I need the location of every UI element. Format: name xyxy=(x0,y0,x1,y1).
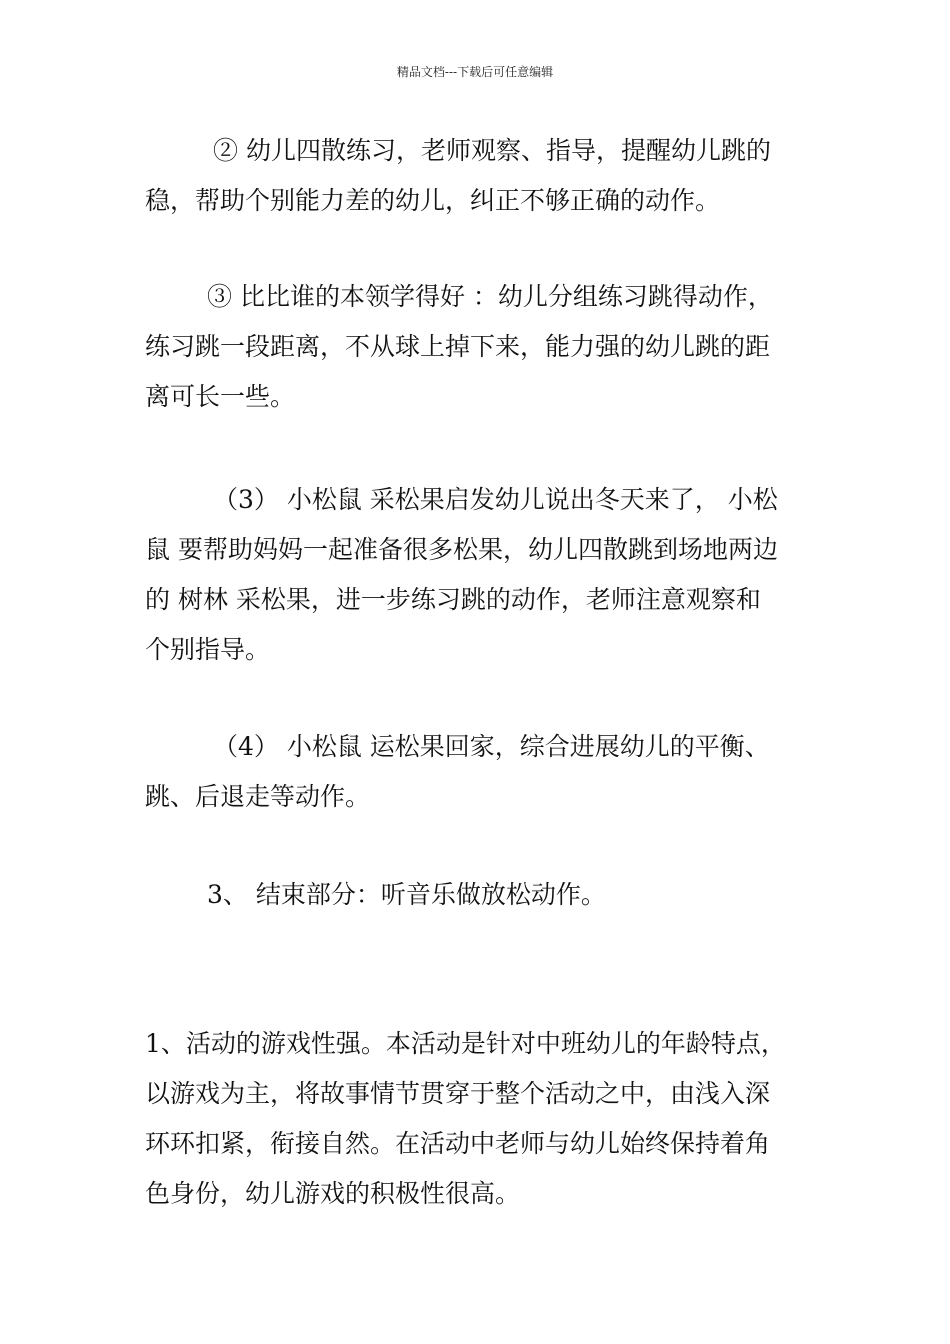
paragraph-line: （4） 小松鼠 运松果回家，综合进展幼儿的平衡、 xyxy=(213,732,770,761)
paragraph-line: 3、 结束部分：听音乐做放松动作。 xyxy=(207,880,606,909)
paragraph-carry-pinecones xyxy=(145,722,810,822)
paragraph-line: 跳、后退走等动作。 xyxy=(145,782,371,811)
paragraph-line: 色身份，幼儿游戏的积极性很高。 xyxy=(145,1179,521,1208)
paragraph-line: ③ 比比谁的本领学得好 ：幼儿分组练习跳得动作， xyxy=(207,282,773,311)
paragraph-line: 稳，帮助个别能力差的幼儿，纠正不够正确的动作。 xyxy=(145,186,721,215)
paragraph-reflection xyxy=(145,1019,810,1219)
paragraph-line: 练习跳一段距离，不从球上掉下来，能力强的幼儿跳的距 xyxy=(145,332,771,361)
paragraph-ending xyxy=(145,870,810,920)
paragraph-line: 鼠 要帮助妈妈一起准备很多松果，幼儿四散跳到场地两边 xyxy=(145,535,778,564)
paragraph-compete xyxy=(145,272,810,422)
paragraph-line: 以游戏为主，将故事情节贯穿于整个活动之中，由浅入深 xyxy=(145,1079,771,1108)
paragraph-line: （3） 小松鼠 采松果启发幼儿说出冬天来了， 小松 xyxy=(213,485,778,514)
paragraph-line: ② 幼儿四散练习，老师观察、指导，提醒幼儿跳的 xyxy=(213,136,771,165)
paragraph-line: 环环扣紧，衔接自然。在活动中老师与幼儿始终保持着角 xyxy=(145,1129,771,1158)
paragraph-line: 的 树林 采松果，进一步练习跳的动作，老师注意观察和 xyxy=(145,585,761,614)
page-header: 精品文档---下载后可任意编辑 xyxy=(396,65,554,79)
paragraph-line: 1、活动的游戏性强。本活动是针对中班幼儿的年龄特点， xyxy=(145,1029,786,1058)
paragraph-pick-pinecones xyxy=(145,475,810,675)
paragraph-line: 个别指导。 xyxy=(145,635,271,664)
paragraph-practice xyxy=(145,126,810,226)
paragraph-line: 离可长一些。 xyxy=(145,382,296,411)
